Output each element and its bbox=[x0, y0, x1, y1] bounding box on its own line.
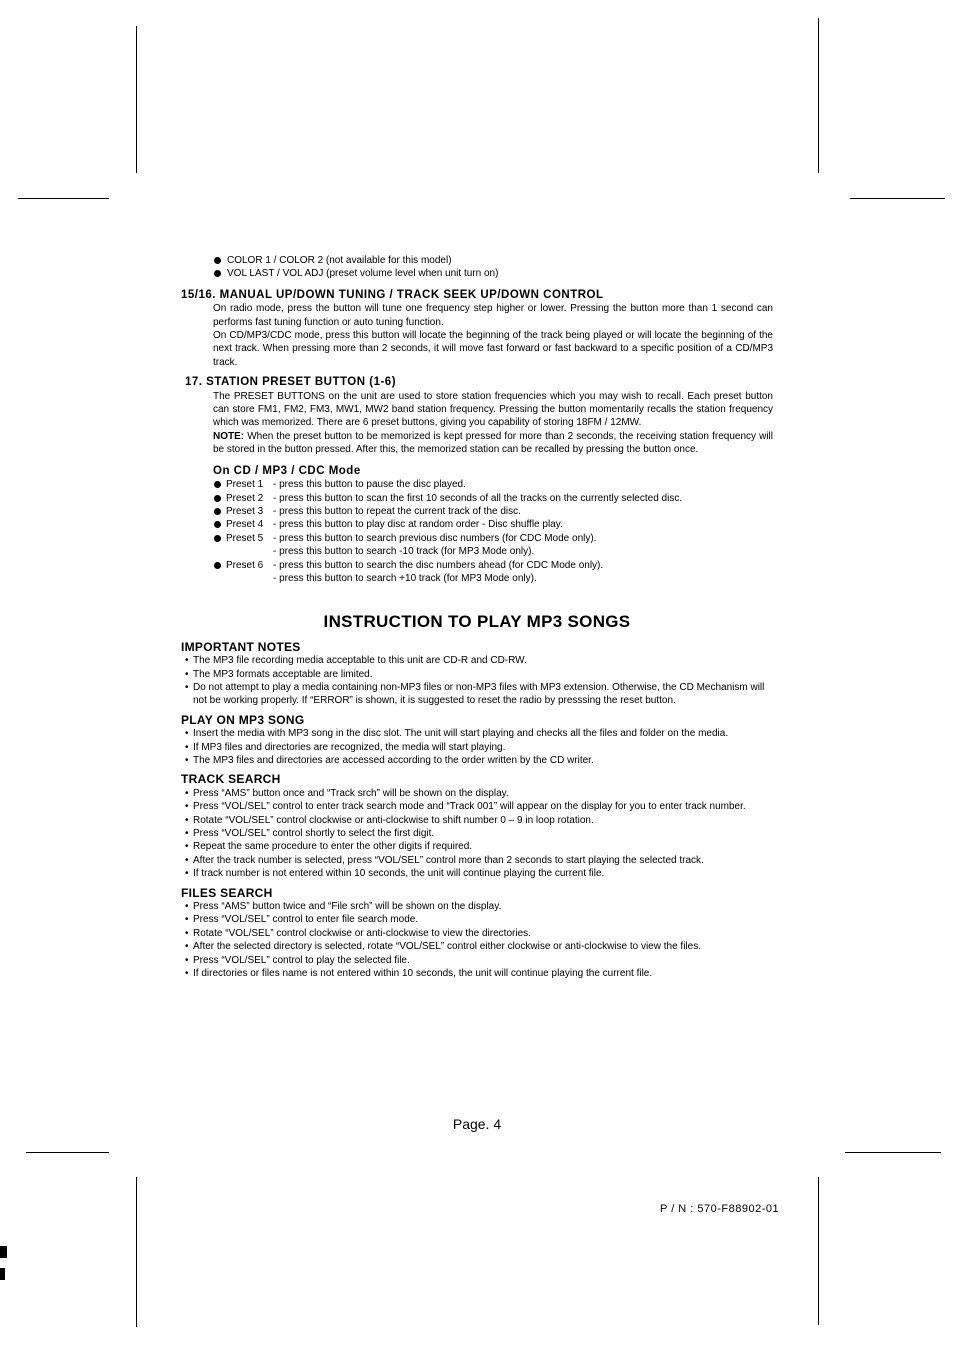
list-item: • Repeat the same procedure to enter the other digits if required. bbox=[181, 840, 773, 853]
list-item: • The MP3 files and directories are accessed according to the order written by the CD writer. bbox=[181, 754, 773, 767]
bullet-icon bbox=[214, 562, 221, 569]
paragraph: On CD/MP3/CDC mode, press this button will locate the beginning of the track being played or will locate the beginning of the next track. When pressing more than 2 seconds, it will move fast forward or fast backward to a specific position of a CD/MP3 track. bbox=[213, 330, 773, 368]
preset-continuation: - press this button to search +10 track (for MP3 Mode only). bbox=[273, 572, 537, 584]
preset-item: Preset 4 - press this button to play disc at random order - Disc shuffle play. bbox=[181, 518, 773, 531]
list-item: • Insert the media with MP3 song in the disc slot. The unit will start playing and checks all the files and folder on the media. bbox=[181, 727, 773, 740]
list-item: COLOR 1 / COLOR 2 (not available for this model) bbox=[181, 254, 773, 267]
crop-mark-br-v bbox=[818, 1177, 819, 1325]
preset-item: Preset 2 - press this button to scan the first 10 seconds of all the tracks on the currently selected disc. bbox=[181, 492, 773, 505]
note-paragraph: NOTE: When the preset button to be memorized is kept pressed for more than 2 seconds, the receiving station frequency will be stored in the button pressed. After this, the memorized station can be recalled by pressing the button once. bbox=[213, 430, 773, 456]
list-item: • After the track number is selected, press “VOL/SEL” control more than 2 seconds to start playing the selected track. bbox=[181, 854, 773, 867]
list-item: • Press “AMS” button twice and “File srch” will be shown on the display. bbox=[181, 900, 773, 913]
list-item: • Press “VOL/SEL” control to enter file search mode. bbox=[181, 913, 773, 926]
sub-heading: On CD / MP3 / CDC Mode bbox=[213, 464, 361, 477]
bullet-icon bbox=[214, 521, 221, 528]
list-item: • Press “VOL/SEL” control shortly to select the first digit. bbox=[181, 827, 773, 840]
section-heading: 17. STATION PRESET BUTTON (1-6) bbox=[185, 376, 397, 389]
paragraph: On radio mode, press the button will tune one frequency step higher or lower. Pressing the button more than 1 second can performs fast tuning function or auto tuning function. bbox=[213, 303, 773, 328]
list-item: VOL LAST / VOL ADJ (preset volume level when unit turn on) bbox=[181, 267, 773, 280]
list-item: • Press “VOL/SEL” control to enter track search mode and “Track 001” will appear on the display for you to enter track number. bbox=[181, 800, 773, 813]
list-item: • The MP3 file recording media acceptable to this unit are CD-R and CD-RW. bbox=[181, 654, 773, 667]
list-item: • The MP3 formats acceptable are limited. bbox=[181, 668, 773, 681]
crop-mark-tr-v bbox=[818, 18, 819, 173]
page-title: INSTRUCTION TO PLAY MP3 SONGS bbox=[323, 612, 631, 632]
list-item: • After the selected directory is selected, rotate “VOL/SEL” control either clockwise or anti-clockwise to view the files. bbox=[181, 940, 773, 953]
section-heading: 15/16. MANUAL UP/DOWN TUNING / TRACK SEEK UP/DOWN CONTROL bbox=[181, 288, 604, 301]
manual-content bbox=[181, 254, 773, 981]
section-heading: TRACK SEARCH bbox=[181, 772, 281, 787]
note-label: NOTE: bbox=[213, 430, 245, 442]
preset-item: Preset 3 - press this button to repeat the current track of the disc. bbox=[181, 505, 773, 518]
preset-continuation: - press this button to search -10 track (for MP3 Mode only). bbox=[273, 546, 535, 558]
crop-mark-br-h bbox=[845, 1152, 941, 1153]
crop-mark-bl-h bbox=[26, 1152, 109, 1153]
crop-mark-tl-h bbox=[18, 198, 109, 199]
paragraph: The PRESET BUTTONS on the unit are used to store station frequencies which you may wish to recall. Each preset button can store FM1, FM2, FM3, MW1, MW2 band station frequency. Pressing the button momentarily recalls the station frequency which was memorized. There are 6 preset buttons, giving you capability of storing 18FM / 12MW. bbox=[213, 390, 773, 429]
list-item: • If track number is not entered within 10 seconds, the unit will continue playing the current file. bbox=[181, 867, 773, 880]
crop-mark-bl-v bbox=[136, 1177, 137, 1327]
crop-mark-tr-h bbox=[850, 198, 945, 199]
list-item: • Press “AMS” button once and “Track srch” will be shown on the display. bbox=[181, 787, 773, 800]
list-item: • Press “VOL/SEL” control to play the selected file. bbox=[181, 954, 773, 967]
bullet-icon bbox=[214, 535, 221, 542]
bullet-icon bbox=[214, 270, 221, 277]
list-item: • If MP3 files and directories are recognized, the media will start playing. bbox=[181, 741, 773, 754]
list-item: • If directories or files name is not entered within 10 seconds, the unit will continue playing the current file. bbox=[181, 967, 773, 980]
section-heading: IMPORTANT NOTES bbox=[181, 639, 301, 654]
list-item: • Rotate “VOL/SEL” control clockwise or anti-clockwise to view the directories. bbox=[181, 927, 773, 940]
preset-item: Preset 1 - press this button to pause the disc played. bbox=[181, 478, 773, 491]
preset-item: Preset 5 - press this button to search previous disc numbers (for CDC Mode only). bbox=[181, 532, 773, 545]
section-heading: PLAY ON MP3 SONG bbox=[181, 712, 305, 727]
part-number: P / N : 570-F88902-01 bbox=[660, 1203, 780, 1215]
list-item: • Do not attempt to play a media containing non-MP3 files or non-MP3 files with MP3 extension. Otherwise, the CD Mechanism will not be working properly. If “ERROR” is shown, it is suggested to reset the radio by presssing the reset button. bbox=[181, 681, 773, 708]
registration-mark-2 bbox=[0, 1268, 5, 1280]
bullet-icon bbox=[214, 508, 221, 515]
bullet-icon bbox=[214, 481, 221, 488]
registration-mark-1 bbox=[0, 1246, 7, 1258]
page-number: Page. 4 bbox=[452, 1116, 502, 1132]
section-heading: FILES SEARCH bbox=[181, 885, 273, 900]
crop-mark-tl-v bbox=[136, 26, 137, 173]
list-item: • Rotate “VOL/SEL” control clockwise or anti-clockwise to shift number 0 – 9 in loop rotation. bbox=[181, 814, 773, 827]
preset-item: Preset 6 - press this button to search the disc numbers ahead (for CDC Mode only). bbox=[181, 559, 773, 572]
bullet-icon bbox=[214, 495, 221, 502]
bullet-icon bbox=[214, 257, 221, 264]
